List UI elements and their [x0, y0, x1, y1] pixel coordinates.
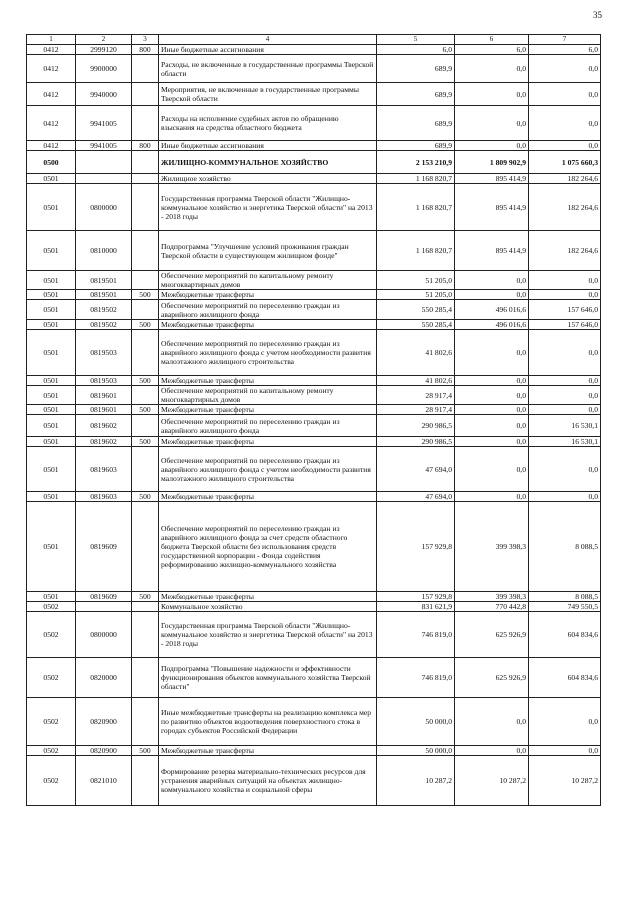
description-cell: Расходы на исполнение судебных актов по обращению взыскания на средства областного бюджета [159, 106, 377, 141]
amount-2016-cell: 0,0 [529, 83, 601, 106]
amount-2016-cell: 0,0 [529, 698, 601, 746]
table-row [27, 415, 601, 437]
amount-2014-cell: 10 287,2 [377, 756, 455, 806]
description-cell: Обеспечение мероприятий по переселению граждан из аварийного жилищного фонда [159, 415, 377, 437]
table-row [27, 492, 601, 502]
amount-2015-cell: 0,0 [455, 271, 529, 290]
amount-2015-cell: 0,0 [455, 492, 529, 502]
expense-type-cell [132, 612, 159, 658]
section-code-cell: 0501 [27, 330, 76, 376]
amount-2014-cell: 689,9 [377, 55, 455, 83]
amount-2014-cell: 47 694,0 [377, 447, 455, 492]
expense-type-cell: 500 [132, 746, 159, 756]
amount-2014-cell: 28 917,4 [377, 386, 455, 405]
amount-2015-cell: 895 414,9 [455, 174, 529, 184]
amount-2016-cell: 0,0 [529, 405, 601, 415]
header-cell-6: 6 [455, 35, 529, 45]
table-row [27, 592, 601, 602]
section-code-cell: 0502 [27, 698, 76, 746]
section-code-cell: 0501 [27, 320, 76, 330]
description-cell: Межбюджетные трансферты [159, 405, 377, 415]
amount-2014-cell: 1 168 820,7 [377, 231, 455, 271]
amount-2015-cell: 0,0 [455, 83, 529, 106]
description-cell: Обеспечение мероприятий по переселению граждан из аварийного жилищного фонда за счет средств областного бюджета Тверской области без использования средств государственной корпорации - Фонда содействия реформированию жилищно-коммунального хозяйства [159, 502, 377, 592]
section-code-cell: 0501 [27, 502, 76, 592]
target-code-cell [76, 151, 132, 174]
target-code-cell: 0819503 [76, 376, 132, 386]
target-code-cell: 0820000 [76, 658, 132, 698]
amount-2016-cell: 0,0 [529, 55, 601, 83]
description-cell: Государственная программа Тверской области "Жилищно-коммунальное хозяйство и энергетика Тверской области" на 2013 - 2018 годы [159, 612, 377, 658]
description-cell: Обеспечение мероприятий по капитальному ремонту многоквартирных домов [159, 271, 377, 290]
target-code-cell: 0819501 [76, 290, 132, 300]
header-cell-2: 2 [76, 35, 132, 45]
description-cell: Иные бюджетные ассигнования [159, 141, 377, 151]
section-code-cell: 0502 [27, 756, 76, 806]
section-code-cell: 0412 [27, 106, 76, 141]
section-code-cell: 0502 [27, 658, 76, 698]
target-code-cell: 0819609 [76, 502, 132, 592]
expense-type-cell [132, 300, 159, 320]
header-row [27, 35, 601, 45]
expense-type-cell [132, 698, 159, 746]
target-code-cell: 0819502 [76, 300, 132, 320]
amount-2014-cell: 746 819,0 [377, 612, 455, 658]
amount-2016-cell: 604 834,6 [529, 658, 601, 698]
amount-2014-cell: 746 819,0 [377, 658, 455, 698]
section-code-cell: 0501 [27, 592, 76, 602]
expense-type-cell: 500 [132, 290, 159, 300]
section-code-cell: 0502 [27, 746, 76, 756]
expense-type-cell [132, 386, 159, 405]
amount-2014-cell: 157 929,8 [377, 502, 455, 592]
expense-type-cell: 500 [132, 437, 159, 447]
table-row [27, 174, 601, 184]
amount-2016-cell: 0,0 [529, 330, 601, 376]
amount-2016-cell: 182 264,6 [529, 184, 601, 231]
amount-2016-cell: 0,0 [529, 376, 601, 386]
table-row [27, 106, 601, 141]
amount-2015-cell: 0,0 [455, 330, 529, 376]
section-code-cell: 0501 [27, 376, 76, 386]
amount-2016-cell: 749 550,5 [529, 602, 601, 612]
amount-2016-cell: 157 646,0 [529, 300, 601, 320]
header-cell-1: 1 [27, 35, 76, 45]
target-code-cell: 0819602 [76, 437, 132, 447]
table-row [27, 405, 601, 415]
target-code-cell: 0819601 [76, 386, 132, 405]
amount-2016-cell: 1 075 660,3 [529, 151, 601, 174]
header-cell-7: 7 [529, 35, 601, 45]
target-code-cell: 0819609 [76, 592, 132, 602]
description-cell: Обеспечение мероприятий по переселению граждан из аварийного жилищного фонда с учетом необходимости развития малоэтажного жилищного строительства [159, 447, 377, 492]
expense-type-cell: 500 [132, 405, 159, 415]
description-cell: Межбюджетные трансферты [159, 592, 377, 602]
expense-type-cell [132, 184, 159, 231]
header-cell-3: 3 [132, 35, 159, 45]
table-row [27, 290, 601, 300]
table-row [27, 437, 601, 447]
header-cell-5: 5 [377, 35, 455, 45]
description-cell: Формирование резерва материально-технических ресурсов для устранения аварийных ситуаций на объектах жилищно-коммунального хозяйства и социальной сферы [159, 756, 377, 806]
amount-2016-cell: 0,0 [529, 106, 601, 141]
amount-2016-cell: 6,0 [529, 45, 601, 55]
expense-type-cell [132, 502, 159, 592]
amount-2016-cell: 604 834,6 [529, 612, 601, 658]
section-code-cell: 0412 [27, 45, 76, 55]
table-row [27, 320, 601, 330]
expense-type-cell [132, 658, 159, 698]
expense-type-cell [132, 602, 159, 612]
amount-2014-cell: 41 802,6 [377, 330, 455, 376]
table-row [27, 386, 601, 405]
table-row [27, 83, 601, 106]
expense-type-cell [132, 55, 159, 83]
amount-2015-cell: 0,0 [455, 698, 529, 746]
target-code-cell: 2999120 [76, 45, 132, 55]
target-code-cell: 9941005 [76, 141, 132, 151]
amount-2014-cell: 157 929,8 [377, 592, 455, 602]
amount-2014-cell: 2 153 210,9 [377, 151, 455, 174]
target-code-cell: 0819601 [76, 405, 132, 415]
amount-2015-cell: 770 442,8 [455, 602, 529, 612]
expense-type-cell: 500 [132, 592, 159, 602]
description-cell: Иные межбюджетные трансферты на реализацию комплекса мер по развитию объектов водоотведения поверхностного стока в городах субъектов Российской Федерации [159, 698, 377, 746]
section-code-cell: 0501 [27, 174, 76, 184]
amount-2016-cell: 182 264,6 [529, 174, 601, 184]
amount-2015-cell: 10 287,2 [455, 756, 529, 806]
target-code-cell: 0819603 [76, 492, 132, 502]
amount-2015-cell: 0,0 [455, 746, 529, 756]
description-cell: Межбюджетные трансферты [159, 492, 377, 502]
table-row [27, 502, 601, 592]
budget-table [26, 34, 601, 806]
amount-2014-cell: 550 285,4 [377, 300, 455, 320]
amount-2014-cell: 1 168 820,7 [377, 174, 455, 184]
target-code-cell [76, 602, 132, 612]
description-cell: Межбюджетные трансферты [159, 290, 377, 300]
section-code-cell: 0501 [27, 386, 76, 405]
amount-2015-cell: 496 016,6 [455, 320, 529, 330]
description-cell: Государственная программа Тверской области "Жилищно-коммунальное хозяйство и энергетика Тверской области" на 2013 - 2018 годы [159, 184, 377, 231]
amount-2016-cell: 0,0 [529, 271, 601, 290]
amount-2016-cell: 0,0 [529, 447, 601, 492]
description-cell: Подпрограмма "Улучшение условий проживания граждан Тверской области в существующем жилищном фонде" [159, 231, 377, 271]
table-row [27, 447, 601, 492]
target-code-cell: 0820900 [76, 698, 132, 746]
amount-2014-cell: 6,0 [377, 45, 455, 55]
amount-2014-cell: 50 000,0 [377, 698, 455, 746]
amount-2016-cell: 157 646,0 [529, 320, 601, 330]
amount-2015-cell: 895 414,9 [455, 184, 529, 231]
table-row [27, 330, 601, 376]
amount-2014-cell: 831 621,9 [377, 602, 455, 612]
amount-2016-cell: 182 264,6 [529, 231, 601, 271]
expense-type-cell [132, 106, 159, 141]
expense-type-cell [132, 174, 159, 184]
table-body [27, 35, 601, 806]
expense-type-cell [132, 151, 159, 174]
amount-2014-cell: 689,9 [377, 141, 455, 151]
amount-2014-cell: 689,9 [377, 106, 455, 141]
description-cell: Межбюджетные трансферты [159, 437, 377, 447]
amount-2016-cell: 16 530,1 [529, 415, 601, 437]
amount-2014-cell: 28 917,4 [377, 405, 455, 415]
amount-2016-cell: 16 530,1 [529, 437, 601, 447]
description-cell: Обеспечение мероприятий по переселению граждан из аварийного жилищного фонда [159, 300, 377, 320]
amount-2014-cell: 550 285,4 [377, 320, 455, 330]
description-cell: Коммунальное хозяйство [159, 602, 377, 612]
amount-2014-cell: 290 986,5 [377, 437, 455, 447]
table-row [27, 746, 601, 756]
target-code-cell: 0819502 [76, 320, 132, 330]
table-row [27, 271, 601, 290]
target-code-cell: 9941005 [76, 106, 132, 141]
amount-2016-cell: 8 088,5 [529, 502, 601, 592]
target-code-cell [76, 174, 132, 184]
table-row [27, 698, 601, 746]
expense-type-cell: 500 [132, 492, 159, 502]
expense-type-cell [132, 447, 159, 492]
description-cell: Иные бюджетные ассигнования [159, 45, 377, 55]
amount-2014-cell: 47 694,0 [377, 492, 455, 502]
amount-2014-cell: 689,9 [377, 83, 455, 106]
amount-2016-cell: 0,0 [529, 386, 601, 405]
amount-2015-cell: 0,0 [455, 55, 529, 83]
table-row [27, 612, 601, 658]
amount-2015-cell: 0,0 [455, 415, 529, 437]
target-code-cell: 0819602 [76, 415, 132, 437]
section-code-cell: 0501 [27, 290, 76, 300]
section-code-cell: 0412 [27, 141, 76, 151]
description-cell: Обеспечение мероприятий по переселению граждан из аварийного жилищного фонда с учетом необходимости развития малоэтажного жилищного строительства [159, 330, 377, 376]
expense-type-cell: 800 [132, 141, 159, 151]
section-code-cell: 0501 [27, 300, 76, 320]
table-row [27, 55, 601, 83]
table-row [27, 141, 601, 151]
amount-2015-cell: 0,0 [455, 141, 529, 151]
amount-2015-cell: 0,0 [455, 386, 529, 405]
section-code-cell: 0501 [27, 231, 76, 271]
description-cell: Межбюджетные трансферты [159, 320, 377, 330]
table-row [27, 184, 601, 231]
target-code-cell: 0810000 [76, 231, 132, 271]
amount-2015-cell: 1 809 902,9 [455, 151, 529, 174]
description-cell: Межбюджетные трансферты [159, 746, 377, 756]
section-code-cell: 0501 [27, 184, 76, 231]
amount-2014-cell: 41 802,6 [377, 376, 455, 386]
section-code-cell: 0501 [27, 405, 76, 415]
table-row [27, 658, 601, 698]
section-code-cell: 0501 [27, 415, 76, 437]
table-row [27, 231, 601, 271]
amount-2014-cell: 290 986,5 [377, 415, 455, 437]
target-code-cell: 0820900 [76, 746, 132, 756]
amount-2015-cell: 6,0 [455, 45, 529, 55]
target-code-cell: 0800000 [76, 612, 132, 658]
section-code-cell: 0501 [27, 271, 76, 290]
amount-2014-cell: 51 205,0 [377, 271, 455, 290]
expense-type-cell [132, 271, 159, 290]
section-code-cell: 0502 [27, 602, 76, 612]
description-cell: Межбюджетные трансферты [159, 376, 377, 386]
amount-2015-cell: 0,0 [455, 447, 529, 492]
table-row [27, 300, 601, 320]
amount-2015-cell: 399 398,3 [455, 502, 529, 592]
section-code-cell: 0500 [27, 151, 76, 174]
amount-2016-cell: 0,0 [529, 141, 601, 151]
section-code-cell: 0502 [27, 612, 76, 658]
header-cell-4: 4 [159, 35, 377, 45]
amount-2015-cell: 0,0 [455, 106, 529, 141]
expense-type-cell [132, 415, 159, 437]
description-cell: Расходы, не включенные в государственные программы Тверской области [159, 55, 377, 83]
section-code-cell: 0412 [27, 55, 76, 83]
table-row [27, 756, 601, 806]
target-code-cell: 0819503 [76, 330, 132, 376]
expense-type-cell: 500 [132, 320, 159, 330]
amount-2016-cell: 8 088,5 [529, 592, 601, 602]
section-code-cell: 0412 [27, 83, 76, 106]
description-cell: ЖИЛИЩНО-КОММУНАЛЬНОЕ ХОЗЯЙСТВО [159, 151, 377, 174]
amount-2016-cell: 10 287,2 [529, 756, 601, 806]
amount-2015-cell: 0,0 [455, 290, 529, 300]
amount-2015-cell: 0,0 [455, 437, 529, 447]
amount-2016-cell: 0,0 [529, 746, 601, 756]
amount-2016-cell: 0,0 [529, 492, 601, 502]
section-code-cell: 0501 [27, 447, 76, 492]
expense-type-cell [132, 231, 159, 271]
description-cell: Обеспечение мероприятий по капитальному ремонту многоквартирных домов [159, 386, 377, 405]
amount-2015-cell: 625 926,9 [455, 658, 529, 698]
page-number: 35 [593, 10, 602, 20]
description-cell: Мероприятия, не включенные в государственные программы Тверской области [159, 83, 377, 106]
expense-type-cell [132, 330, 159, 376]
target-code-cell: 0819501 [76, 271, 132, 290]
table-row [27, 45, 601, 55]
amount-2015-cell: 0,0 [455, 405, 529, 415]
amount-2016-cell: 0,0 [529, 290, 601, 300]
amount-2014-cell: 50 000,0 [377, 746, 455, 756]
target-code-cell: 0821010 [76, 756, 132, 806]
amount-2015-cell: 399 398,3 [455, 592, 529, 602]
expense-type-cell [132, 756, 159, 806]
target-code-cell: 9940000 [76, 83, 132, 106]
table-row [27, 602, 601, 612]
amount-2015-cell: 625 926,9 [455, 612, 529, 658]
target-code-cell: 0800000 [76, 184, 132, 231]
table-row [27, 376, 601, 386]
expense-type-cell: 800 [132, 45, 159, 55]
target-code-cell: 0819603 [76, 447, 132, 492]
section-code-cell: 0501 [27, 492, 76, 502]
amount-2014-cell: 1 168 820,7 [377, 184, 455, 231]
description-cell: Жилищное хозяйство [159, 174, 377, 184]
table-row [27, 151, 601, 174]
amount-2015-cell: 895 414,9 [455, 231, 529, 271]
description-cell: Подпрограмма "Повышение надежности и эффективности функционирования объектов коммунального хозяйства Тверской области" [159, 658, 377, 698]
expense-type-cell: 500 [132, 376, 159, 386]
amount-2015-cell: 496 016,6 [455, 300, 529, 320]
amount-2014-cell: 51 205,0 [377, 290, 455, 300]
amount-2015-cell: 0,0 [455, 376, 529, 386]
target-code-cell: 9900000 [76, 55, 132, 83]
section-code-cell: 0501 [27, 437, 76, 447]
expense-type-cell [132, 83, 159, 106]
